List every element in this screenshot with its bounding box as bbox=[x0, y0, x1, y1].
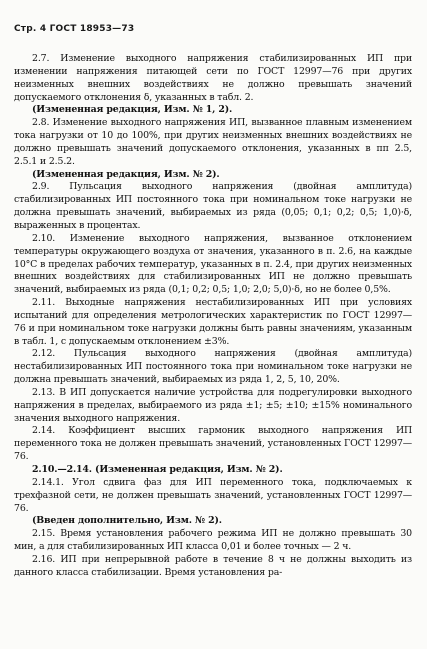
clause-2-16: 2.16. ИП при непрерывной работе в течение 8 ч не должны выходить из данного класса стабилизации. Время установления ра- bbox=[14, 553, 412, 578]
clause-2-9: 2.9. Пульсация выходного напряжения (двойная амплитуда) стабилизированных ИП постоянного тока при номинальном токе нагрузки не должна превышать значений, выбираемых из ряда (0,05; 0,1; 0,2; 0,5; 1,0)·δ, выраженных в процентах. bbox=[14, 181, 412, 231]
clause-2-14-1: 2.14.1. Угол сдвига фаз для ИП переменного тока, подключаемых к трехфазной сети, не должен превышать значений, установленных ГОСТ 12997—76. bbox=[14, 476, 412, 514]
clause-2-15: 2.15. Время установления рабочего режима ИП не должно превышать 30 мин, а для стабилизированных ИП класса 0,01 и более точных — 2 ч. bbox=[14, 528, 412, 553]
clause-2-13: 2.13. В ИП допускается наличие устройства для подрегулировки выходного напряжения в пределах, выбираемого из ряда ±1; ±5; ±10; ±15% номинального значения выходного напряжения. bbox=[14, 386, 412, 424]
clause-2-11: 2.11. Выходные напряжения нестабилизированных ИП при условиях испытаний для определения метрологических характеристик по ГОСТ 12997—76 и при номинальном токе нагрузки должны быть равны значениям, указанным в табл. 1, с допускаемым отклонением ±3%. bbox=[14, 297, 412, 347]
amendment-note: (Измененная редакция, Изм. № 1, 2). bbox=[32, 104, 233, 116]
clause-2-14: 2.14. Коэффициент высших гармоник выходного напряжения ИП переменного тока не должен превышать значений, установленных ГОСТ 12997—76. bbox=[14, 425, 412, 463]
page-header: Стр. 4 ГОСТ 18953—73 bbox=[14, 24, 135, 34]
clause-2-10: 2.10. Изменение выходного напряжения, вызванное отклонением температуры окружающего воздуха от значения, указанного в п. 2.6, на каждые 10°С в пределах рабочих температур, указанных в п. 2.4, при других неизменных внешних воздействиях для стабилизированных ИП не должно превышать значений, выбираемых из ряда (0,1; 0,2; 0,5; 1,0; 2,0; 5,0)·δ, но не более 0,5%. bbox=[14, 232, 412, 296]
document-body bbox=[14, 53, 412, 580]
clause-2-7: 2.7. Изменение выходного напряжения стабилизированных ИП при изменении напряжения питающей сети по ГОСТ 12997—76 при других неизменных внешних воздействиях не должно превышать значений допускаемого отклонения δ, указанных в табл. 2. bbox=[14, 53, 412, 103]
clause-2-8: 2.8. Изменение выходного напряжения ИП, вызванное плавным изменением тока нагрузки от 10 до 100%, при других неизменных внешних воздействиях не должно превышать значений допускаемого отклонения, указанных в пп 2.5, 2.5.1 и 2.5.2. bbox=[14, 117, 412, 167]
clause-2-12: 2.12. Пульсация выходного напряжения (двойная амплитуда) нестабилизированных ИП постоянного тока при номинальном токе нагрузки не должна превышать значений, выбираемых из ряда 1, 2, 5, 10, 20%. bbox=[14, 348, 412, 386]
amendment-note: (Измененная редакция, Изм. № 2). bbox=[32, 168, 220, 180]
amendment-note: (Введен дополнительно, Изм. № 2). bbox=[32, 515, 222, 527]
amendment-note: 2.10.—2.14. (Измененная редакция, Изм. № 2). bbox=[32, 464, 283, 475]
